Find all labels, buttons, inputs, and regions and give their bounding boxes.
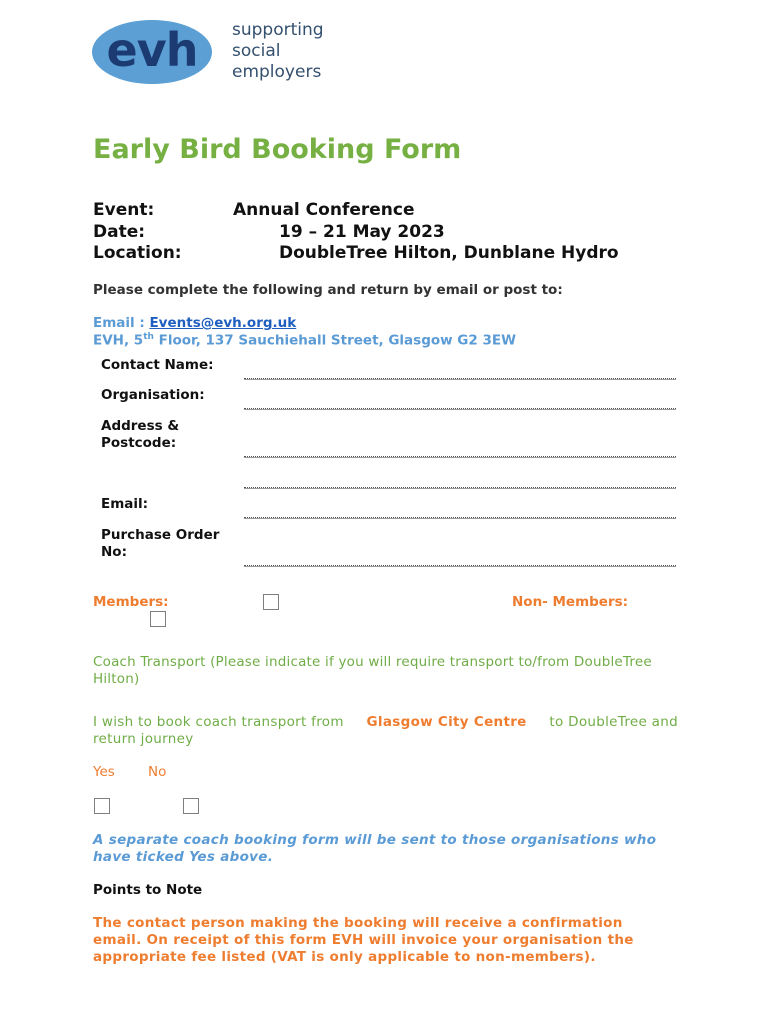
contact-name-field[interactable]	[244, 378, 676, 380]
location-value: DoubleTree Hilton, Dunblane Hydro	[279, 243, 619, 263]
coach-wish-line2: return journey	[93, 731, 194, 747]
tagline-line: employers	[232, 62, 322, 82]
members-checkbox[interactable]	[263, 594, 279, 610]
points-heading: Points to Note	[93, 882, 203, 898]
logo-mark: evh	[106, 23, 198, 77]
no-checkbox[interactable]	[183, 798, 199, 814]
organisation-field[interactable]	[244, 408, 676, 410]
event-value: Annual Conference	[233, 200, 415, 220]
separate-note-line: A separate coach booking form will be sent to those organisations who	[93, 832, 657, 848]
po-label	[101, 527, 219, 561]
email-label: Email:	[101, 496, 149, 512]
contact-address	[93, 332, 516, 349]
address-label-line: Address &	[101, 418, 180, 434]
wish-highlight: Glasgow City Centre	[366, 714, 527, 730]
contact-name-label: Contact Name:	[101, 357, 214, 373]
email-prefix: Email :	[93, 315, 150, 331]
address-pre: EVH, 5	[93, 332, 144, 349]
separate-note	[93, 832, 656, 866]
date-label: Date:	[93, 222, 146, 242]
points-line: The contact person making the booking will receive a confirmation	[93, 915, 623, 931]
separate-note-line: have ticked Yes above.	[93, 849, 274, 865]
coach-intro	[93, 654, 652, 688]
points-line: email. On receipt of this form EVH will invoice your organisation the	[93, 932, 634, 948]
date-value: 19 – 21 May 2023	[279, 222, 445, 242]
address-label	[101, 418, 179, 452]
email-link[interactable]: Events@evh.org.uk	[149, 315, 297, 331]
points-line: appropriate fee listed (VAT is only applicable to non-members).	[93, 949, 596, 965]
yes-checkbox[interactable]	[94, 798, 110, 814]
instructions: Please complete the following and return by email or post to:	[93, 282, 563, 298]
address-field-2[interactable]	[244, 487, 676, 489]
coach-wish-line	[93, 714, 678, 731]
members-label: Members:	[93, 594, 169, 610]
location-label: Location:	[93, 243, 182, 263]
logo-tagline	[232, 20, 324, 83]
coach-line: Hilton)	[93, 671, 140, 687]
tagline-line: supporting	[232, 20, 324, 40]
address-post: Floor, 137 Sauchiehall Street, Glasgow G2 3EW	[153, 332, 516, 349]
email-field[interactable]	[244, 517, 676, 519]
address-field-1[interactable]	[244, 456, 676, 458]
po-field[interactable]	[244, 565, 676, 567]
wish-pre: I wish to book coach transport from	[93, 714, 344, 730]
page-title: Early Bird Booking Form	[93, 134, 462, 165]
address-sup: th	[143, 332, 154, 342]
non-members-checkbox[interactable]	[150, 611, 166, 627]
no-label: No	[148, 764, 167, 780]
yes-label: Yes	[93, 764, 115, 780]
points-text	[93, 915, 634, 966]
coach-wish	[93, 714, 678, 748]
po-label-line: Purchase Order	[101, 527, 220, 543]
contact-email-line	[93, 315, 296, 331]
address-label-line: Postcode:	[101, 435, 177, 451]
po-label-line: No:	[101, 544, 127, 560]
coach-line: Coach Transport (Please indicate if you will require transport to/from DoubleTree	[93, 654, 652, 670]
wish-post: to DoubleTree and	[549, 714, 678, 730]
event-label: Event:	[93, 200, 155, 220]
non-members-label: Non- Members:	[512, 594, 629, 610]
organisation-label: Organisation:	[101, 387, 205, 403]
tagline-line: social	[232, 41, 281, 61]
